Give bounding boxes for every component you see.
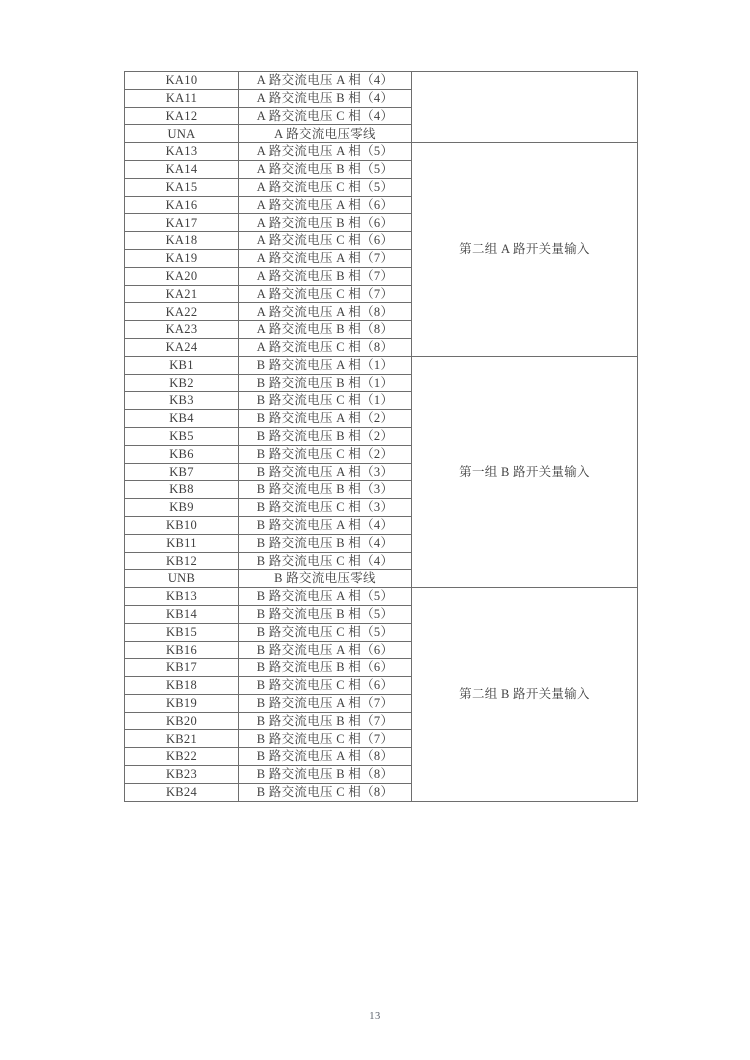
- signal-description-cell: B 路交流电压 A 相（4）: [239, 516, 412, 534]
- signal-description-cell: A 路交流电压 A 相（7）: [239, 249, 412, 267]
- terminal-id-cell: KA13: [125, 143, 239, 161]
- signal-description-cell: B 路交流电压 B 相（5）: [239, 605, 412, 623]
- signal-description-cell: B 路交流电压 B 相（1）: [239, 374, 412, 392]
- terminal-id-cell: UNA: [125, 125, 239, 143]
- signal-description-cell: B 路交流电压 A 相（6）: [239, 641, 412, 659]
- terminal-id-cell: KB5: [125, 427, 239, 445]
- terminal-id-cell: KA22: [125, 303, 239, 321]
- terminal-id-cell: KB4: [125, 410, 239, 428]
- group-label-cell: 第二组 B 路开关量输入: [412, 588, 638, 802]
- table-row: [125, 588, 638, 606]
- terminal-id-cell: KA15: [125, 178, 239, 196]
- signal-description-cell: B 路交流电压 A 相（7）: [239, 694, 412, 712]
- signal-description-cell: B 路交流电压零线: [239, 570, 412, 588]
- signal-description-cell: B 路交流电压 C 相（7）: [239, 730, 412, 748]
- terminal-id-cell: KA23: [125, 321, 239, 339]
- terminal-id-cell: KB14: [125, 605, 239, 623]
- signal-description-cell: A 路交流电压 B 相（6）: [239, 214, 412, 232]
- terminal-id-cell: KB21: [125, 730, 239, 748]
- signal-description-cell: A 路交流电压 C 相（5）: [239, 178, 412, 196]
- terminal-id-cell: KA14: [125, 160, 239, 178]
- terminal-id-cell: KB1: [125, 356, 239, 374]
- signal-description-cell: A 路交流电压 B 相（5）: [239, 160, 412, 178]
- signal-description-cell: B 路交流电压 B 相（4）: [239, 534, 412, 552]
- terminal-id-cell: KA24: [125, 338, 239, 356]
- terminal-id-cell: KB6: [125, 445, 239, 463]
- terminal-id-cell: KA10: [125, 72, 239, 90]
- terminal-wiring-table: [124, 71, 638, 802]
- terminal-id-cell: KB9: [125, 499, 239, 517]
- terminal-id-cell: KB11: [125, 534, 239, 552]
- signal-description-cell: B 路交流电压 B 相（7）: [239, 712, 412, 730]
- signal-description-cell: B 路交流电压 A 相（3）: [239, 463, 412, 481]
- terminal-id-cell: KA17: [125, 214, 239, 232]
- signal-description-cell: A 路交流电压 C 相（8）: [239, 338, 412, 356]
- signal-description-cell: B 路交流电压 C 相（2）: [239, 445, 412, 463]
- terminal-id-cell: KB19: [125, 694, 239, 712]
- terminal-id-cell: KA18: [125, 232, 239, 250]
- signal-description-cell: B 路交流电压 C 相（4）: [239, 552, 412, 570]
- signal-description-cell: A 路交流电压 A 相（4）: [239, 72, 412, 90]
- terminal-id-cell: KB22: [125, 748, 239, 766]
- signal-description-cell: A 路交流电压 B 相（7）: [239, 267, 412, 285]
- signal-description-cell: A 路交流电压零线: [239, 125, 412, 143]
- signal-description-cell: A 路交流电压 C 相（4）: [239, 107, 412, 125]
- signal-description-cell: A 路交流电压 C 相（6）: [239, 232, 412, 250]
- table-row: [125, 72, 638, 90]
- signal-description-cell: A 路交流电压 A 相（5）: [239, 143, 412, 161]
- signal-description-cell: B 路交流电压 B 相（3）: [239, 481, 412, 499]
- group-label-cell: [412, 72, 638, 143]
- signal-description-cell: A 路交流电压 A 相（8）: [239, 303, 412, 321]
- terminal-id-cell: KB7: [125, 463, 239, 481]
- group-label-cell: 第一组 B 路开关量输入: [412, 356, 638, 587]
- signal-description-cell: A 路交流电压 B 相（4）: [239, 89, 412, 107]
- signal-description-cell: B 路交流电压 C 相（8）: [239, 783, 412, 801]
- terminal-id-cell: KB17: [125, 659, 239, 677]
- group-label-cell: 第二组 A 路开关量输入: [412, 143, 638, 357]
- terminal-id-cell: KA11: [125, 89, 239, 107]
- signal-description-cell: B 路交流电压 B 相（8）: [239, 766, 412, 784]
- signal-description-cell: A 路交流电压 C 相（7）: [239, 285, 412, 303]
- terminal-id-cell: KA21: [125, 285, 239, 303]
- terminal-id-cell: KB18: [125, 677, 239, 695]
- terminal-id-cell: KA19: [125, 249, 239, 267]
- table-row: [125, 143, 638, 161]
- terminal-id-cell: KB3: [125, 392, 239, 410]
- terminal-id-cell: KB10: [125, 516, 239, 534]
- signal-description-cell: B 路交流电压 A 相（1）: [239, 356, 412, 374]
- signal-description-cell: A 路交流电压 A 相（6）: [239, 196, 412, 214]
- table-row: [125, 356, 638, 374]
- signal-description-cell: B 路交流电压 B 相（6）: [239, 659, 412, 677]
- terminal-id-cell: KB24: [125, 783, 239, 801]
- signal-description-cell: B 路交流电压 C 相（5）: [239, 623, 412, 641]
- signal-description-cell: B 路交流电压 C 相（1）: [239, 392, 412, 410]
- signal-description-cell: A 路交流电压 B 相（8）: [239, 321, 412, 339]
- signal-description-cell: B 路交流电压 B 相（2）: [239, 427, 412, 445]
- signal-description-cell: B 路交流电压 A 相（8）: [239, 748, 412, 766]
- terminal-id-cell: KB23: [125, 766, 239, 784]
- terminal-id-cell: KB12: [125, 552, 239, 570]
- terminal-id-cell: KA20: [125, 267, 239, 285]
- terminal-id-cell: KB2: [125, 374, 239, 392]
- terminal-id-cell: KA12: [125, 107, 239, 125]
- signal-description-cell: B 路交流电压 A 相（5）: [239, 588, 412, 606]
- terminal-id-cell: KB20: [125, 712, 239, 730]
- terminal-id-cell: KA16: [125, 196, 239, 214]
- terminal-id-cell: KB8: [125, 481, 239, 499]
- terminal-id-cell: KB15: [125, 623, 239, 641]
- page-number: 13: [369, 1011, 381, 1022]
- terminal-id-cell: KB16: [125, 641, 239, 659]
- terminal-id-cell: KB13: [125, 588, 239, 606]
- signal-description-cell: B 路交流电压 A 相（2）: [239, 410, 412, 428]
- signal-description-cell: B 路交流电压 C 相（6）: [239, 677, 412, 695]
- signal-description-cell: B 路交流电压 C 相（3）: [239, 499, 412, 517]
- terminal-id-cell: UNB: [125, 570, 239, 588]
- terminal-table-body: [125, 72, 638, 802]
